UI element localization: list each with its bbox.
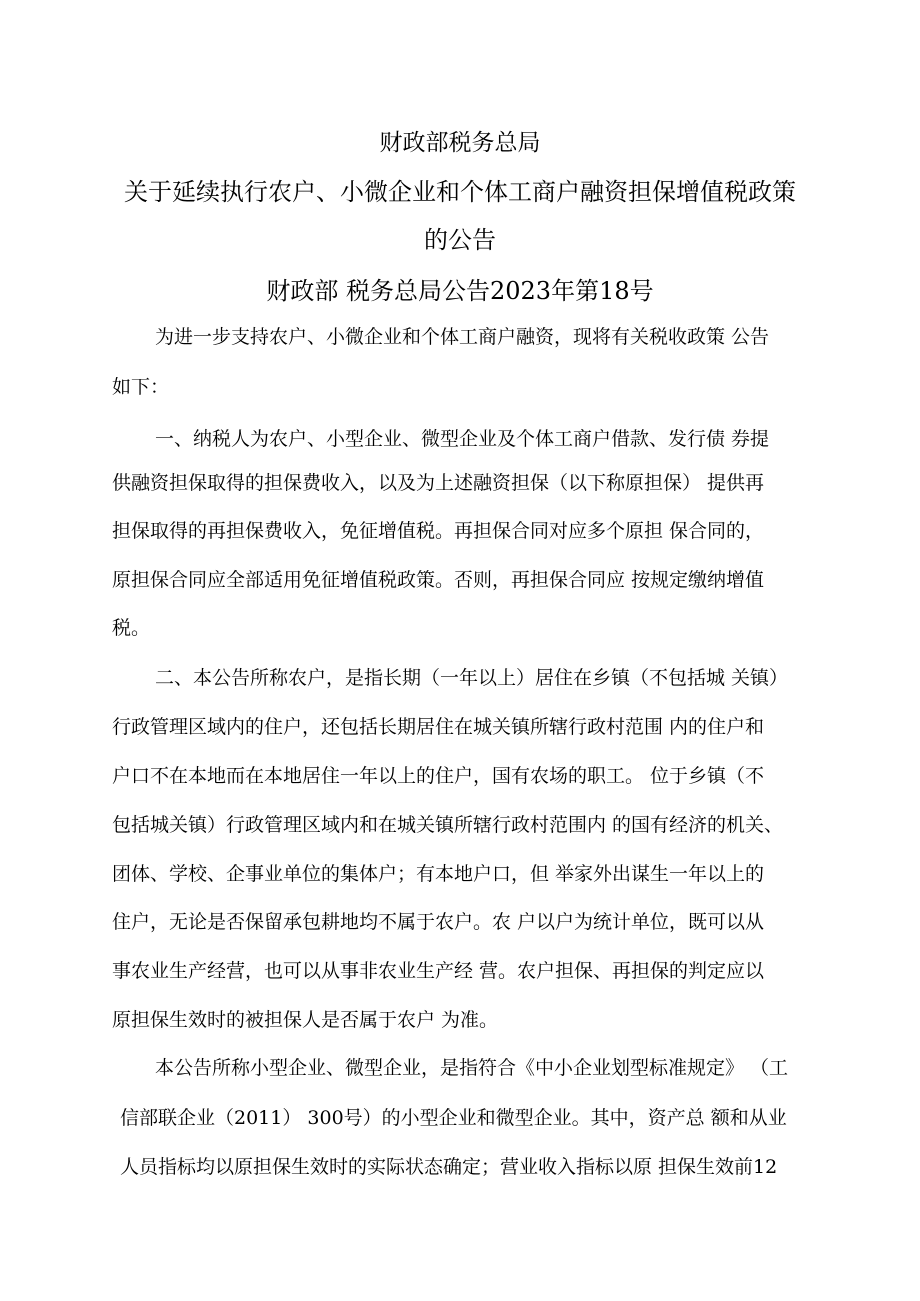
paragraph-line: 团体、学校、企事业单位的集体户；有本地户口，但 举家外出谋生一年以上的 [112, 863, 765, 885]
document-number: 财政部 税务总局公告2023年第18号 [266, 277, 654, 305]
paragraph-line: 为进一步支持农户、小微企业和个体工商户融资，现将有关税收政策 公告 [155, 326, 770, 348]
paragraph-line: 二、本公告所称农户，是指长期（一年以上）居住在乡镇（不包括城 关镇） [155, 667, 789, 689]
paragraph-line: 住户，无论是否保留承包耕地均不属于农户。农 户以户为统计单位，既可以从 [112, 911, 765, 933]
paragraph-line: 原担保合同应全部适用免征增值税政策。否则，再担保合同应 按规定缴纳增值 [112, 569, 765, 591]
paragraph-line: 担保取得的再担保费收入，免征增值税。再担保合同对应多个原担 保合同的， [112, 520, 765, 542]
issuer-title: 财政部税务总局 [379, 130, 541, 156]
paragraph-line: 户口不在本地而在本地居住一年以上的住户，国有农场的职工。 位于乡镇（不 [112, 765, 765, 787]
paragraph-line: 税。 [112, 617, 151, 639]
announcement-title: 关于延续执行农户、小微企业和个体工商户融资担保增值税政策 [124, 178, 796, 206]
paragraph-line: 本公告所称小型企业、微型企业，是指符合《中小企业划型标准规定》 （工 [155, 1057, 789, 1079]
announcement-title-continued: 的公告 [424, 226, 496, 254]
paragraph-line: 供融资担保取得的担保费收入，以及为上述融资担保（以下称原担保） 提供再 [112, 472, 765, 494]
paragraph-line: 人员指标均以原担保生效时的实际状态确定；营业收入指标以原 担保生效前12 [120, 1156, 778, 1178]
paragraph-line: 包括城关镇）行政管理区域内和在城关镇所辖行政村范围内 的国有经济的机关、 [112, 814, 784, 836]
paragraph-line: 如下： [112, 376, 170, 398]
paragraph-line: 事农业生产经营，也可以从事非农业生产经 营。农户担保、再担保的判定应以 [112, 960, 765, 982]
paragraph-line: 信部联企业（2011） 300号）的小型企业和微型企业。其中，资产总 额和从业 [120, 1107, 787, 1129]
paragraph-line: 一、纳税人为农户、小型企业、微型企业及个体工商户借款、发行债 券提 [155, 428, 770, 450]
paragraph-line: 行政管理区域内的住户，还包括长期居住在城关镇所辖行政村范围 内的住户和 [112, 716, 765, 738]
paragraph-line: 原担保生效时的被担保人是否属于农户 为准。 [112, 1009, 499, 1031]
